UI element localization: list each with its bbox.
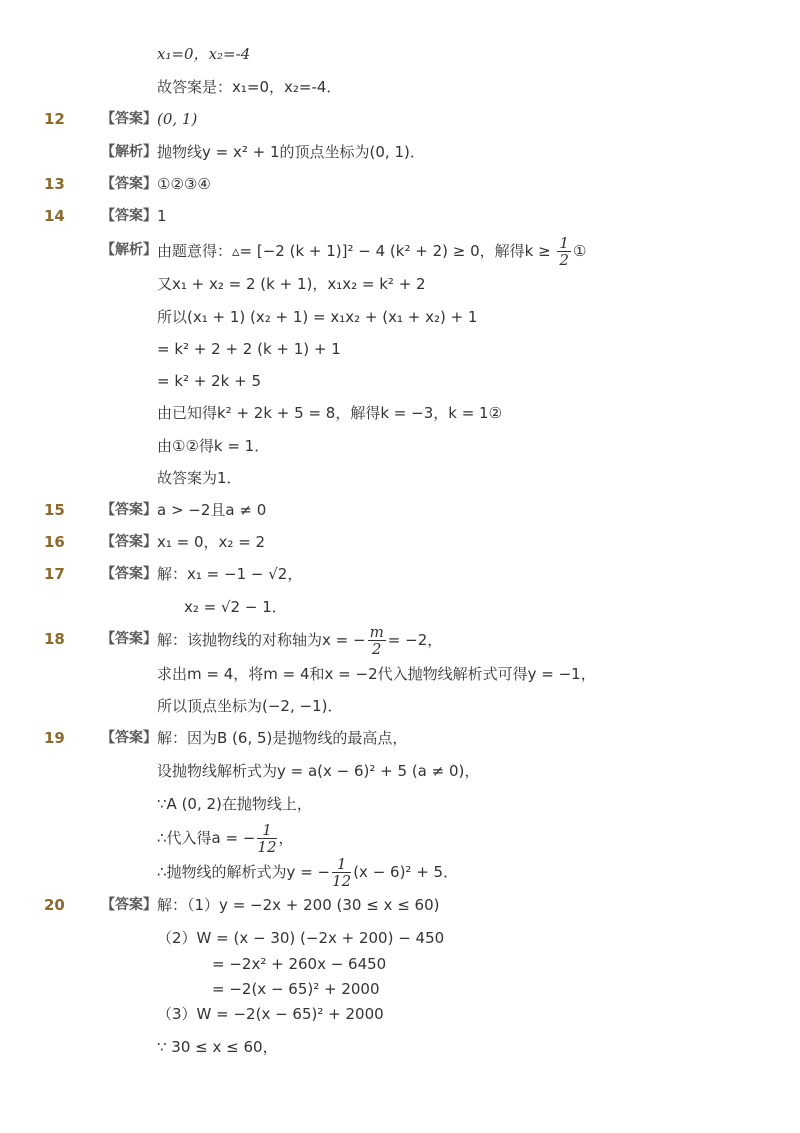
fraction-numerator: 1 bbox=[257, 822, 276, 839]
q18-line2: 求出m = 4，将m = 4和x = −2代入抛物线解析式可得y = −1， bbox=[157, 665, 596, 683]
answer-tag-15: 【答案】 bbox=[101, 502, 157, 518]
q19-fraction-1 bbox=[257, 822, 276, 855]
q18-answer-line1 bbox=[157, 621, 442, 659]
analysis-tag-14: 【解析】 bbox=[101, 242, 157, 258]
q14-answer: 1 bbox=[157, 207, 167, 225]
q15-answer: a > −2且a ≠ 0 bbox=[157, 501, 267, 519]
answer-tag-18: 【答案】 bbox=[101, 631, 157, 647]
analysis-tag-12: 【解析】 bbox=[101, 144, 157, 160]
question-number-15: 15 bbox=[44, 501, 65, 519]
fraction-numerator: 1 bbox=[332, 856, 351, 873]
q19-line3: ∵A (0, 2)在抛物线上， bbox=[157, 795, 312, 813]
q20-answer: 解：（1）y = −2x + 200 (30 ≤ x ≤ 60) bbox=[157, 896, 440, 914]
q14-line5: = k² + 2k + 5 bbox=[157, 372, 262, 390]
q19-line2: 设抛物线解析式为y = a(x − 6)² + 5 (a ≠ 0)， bbox=[157, 762, 480, 780]
answer-tag-14: 【答案】 bbox=[101, 208, 157, 224]
q12-analysis: 抛物线y = x² + 1的顶点坐标为(0, 1)． bbox=[157, 143, 425, 161]
fraction-denominator: 12 bbox=[257, 838, 277, 856]
question-number-14: 14 bbox=[44, 207, 65, 225]
answer-tag-16: 【答案】 bbox=[101, 534, 157, 550]
q12-answer: (0, 1) bbox=[157, 110, 198, 128]
q18-line3: 所以顶点坐标为(−2, −1)． bbox=[157, 697, 343, 715]
question-number-12: 12 bbox=[44, 110, 65, 128]
q18-answer-text: 解：该抛物线的对称轴为x = − bbox=[157, 631, 366, 649]
q14-line8: 故答案为1． bbox=[157, 469, 242, 487]
question-number-20: 20 bbox=[44, 896, 65, 914]
q19-line4-text: ∴代入得a = − bbox=[157, 829, 256, 847]
fraction-denominator: 12 bbox=[332, 872, 352, 890]
q19-line5-tail: (x − 6)² + 5． bbox=[353, 863, 459, 881]
q20-line5: （3）W = −2(x − 65)² + 2000 bbox=[157, 1005, 384, 1023]
question-number-18: 18 bbox=[44, 630, 65, 648]
fraction-denominator: 2 bbox=[559, 251, 569, 269]
q19-fraction-2 bbox=[332, 856, 351, 889]
q11-line2: 故答案是：x₁=0，x₂=-4． bbox=[157, 78, 342, 96]
question-number-13: 13 bbox=[44, 175, 65, 193]
fraction-numerator: 1 bbox=[559, 234, 569, 252]
answer-tag-17: 【答案】 bbox=[101, 566, 157, 582]
answer-tag-13: 【答案】 bbox=[101, 176, 157, 192]
q17-answer: 解：x₁ = −1 − √2， bbox=[157, 565, 303, 583]
q14-analysis-line1 bbox=[157, 232, 586, 270]
q14-fraction bbox=[557, 235, 571, 268]
q20-line3: = −2x² + 260x − 6450 bbox=[212, 955, 387, 973]
q17-line2: x₂ = √2 − 1． bbox=[184, 598, 287, 616]
fraction-numerator: m bbox=[369, 623, 384, 641]
q14-line4: = k² + 2 + 2 (k + 1) + 1 bbox=[157, 340, 341, 358]
q19-line5-text: ∴抛物线的解析式为y = − bbox=[157, 863, 331, 881]
q19-line4-tail: ， bbox=[278, 829, 294, 847]
q20-line2: （2）W = (x − 30) (−2x + 200) − 450 bbox=[157, 929, 445, 947]
q20-line6: ∵ 30 ≤ x ≤ 60， bbox=[157, 1038, 278, 1056]
q14-line2: 又x₁ + x₂ = 2 (k + 1)，x₁x₂ = k² + 2 bbox=[157, 275, 426, 293]
question-number-17: 17 bbox=[44, 565, 65, 583]
q11-line1: x₁=0，x₂=-4 bbox=[157, 45, 251, 63]
q14-line3: 所以(x₁ + 1) (x₂ + 1) = x₁x₂ + (x₁ + x₂) + 1 bbox=[157, 308, 478, 326]
answer-tag-20: 【答案】 bbox=[101, 897, 157, 913]
q14-line7: 由①②得k = 1． bbox=[157, 437, 270, 455]
q14-analysis-mark: ① bbox=[572, 242, 587, 260]
q14-line6: 由已知得k² + 2k + 5 = 8，解得k = −3，k = 1② bbox=[157, 404, 503, 422]
q18-answer-tail: = −2， bbox=[387, 631, 443, 649]
answer-tag-19: 【答案】 bbox=[101, 730, 157, 746]
fraction-denominator: 2 bbox=[371, 640, 382, 658]
question-number-19: 19 bbox=[44, 729, 65, 747]
q14-analysis-text: 由题意得：▵= [−2 (k + 1)]² − 4 (k² + 2) ≥ 0，解得k ≥ bbox=[157, 242, 556, 260]
q16-answer: x₁ = 0，x₂ = 2 bbox=[157, 533, 266, 551]
q19-line5 bbox=[157, 852, 458, 892]
answer-tag-12: 【答案】 bbox=[101, 111, 157, 127]
question-number-16: 16 bbox=[44, 533, 65, 551]
q18-fraction bbox=[368, 624, 386, 657]
q20-line4: = −2(x − 65)² + 2000 bbox=[212, 980, 380, 998]
q19-answer: 解：因为B (6, 5)是抛物线的最高点， bbox=[157, 729, 408, 747]
q13-answer: ①②③④ bbox=[157, 175, 211, 193]
